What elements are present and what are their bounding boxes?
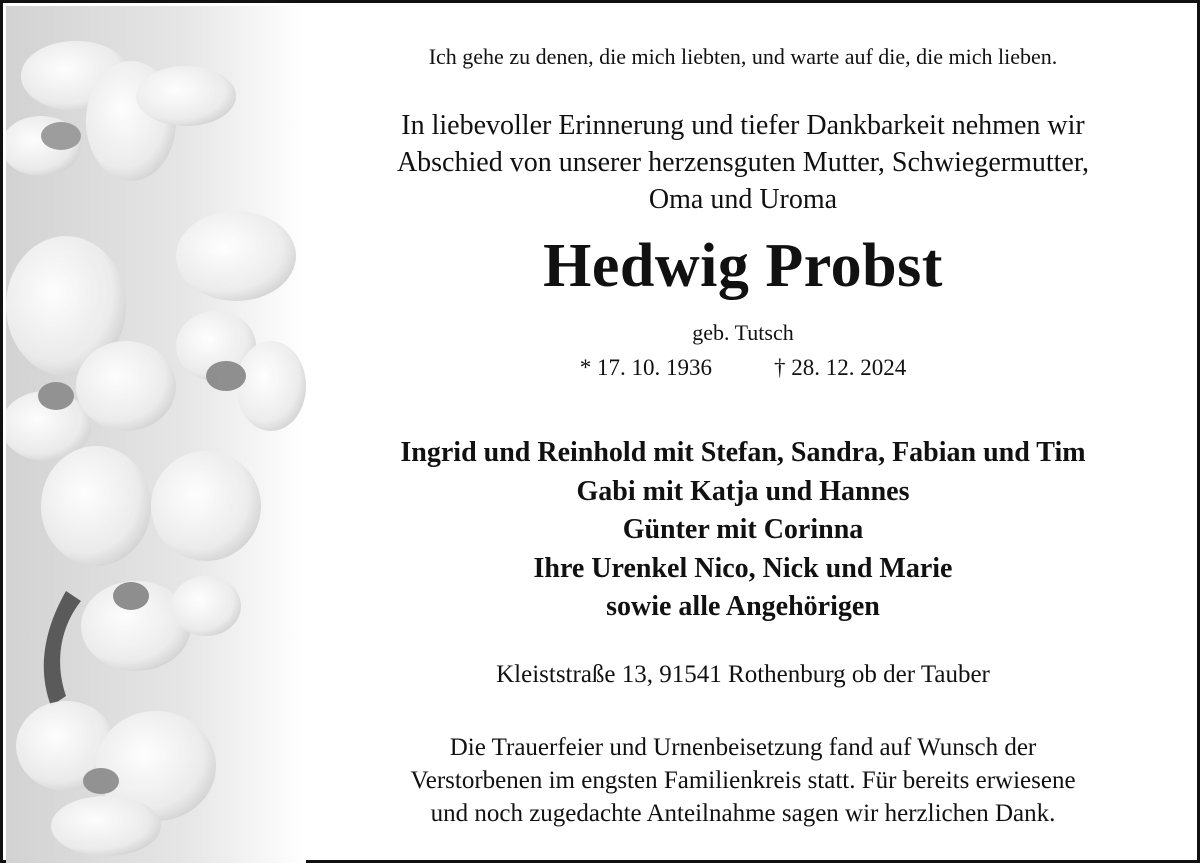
note-line: und noch zugedachte Anteilnahme sagen wir herzlichen Dank. bbox=[430, 800, 1056, 827]
mourner-line: Ingrid und Reinhold mit Stefan, Sandra, Fabian und Tim bbox=[400, 437, 1086, 468]
intro-line: In liebevoller Erinnerung und tiefer Dankbarkeit nehmen wir bbox=[401, 110, 1085, 141]
intro-line: Abschied von unserer herzensguten Mutter, Schwiegermutter, bbox=[396, 147, 1090, 178]
mourner-line: Ihre Urenkel Nico, Nick und Marie bbox=[533, 552, 953, 584]
note-line: Die Trauerfeier und Urnenbeisetzung fand auf Wunsch der bbox=[449, 734, 1037, 761]
motto-quote: Ich gehe zu denen, die mich liebten, und warte auf die, die mich lieben. bbox=[428, 44, 1058, 69]
orchid-flowers-image bbox=[6, 6, 306, 863]
note-line: Verstorbenen im engsten Familienkreis statt. Für bereits erwiesene bbox=[410, 767, 1076, 794]
death-date: † 28. 12. 2024 bbox=[774, 355, 907, 380]
notice-text bbox=[323, 3, 1163, 866]
mourners-list bbox=[323, 434, 1163, 627]
birth-date: * 17. 10. 1936 bbox=[579, 355, 712, 380]
mourner-line: Gabi mit Katja und Hannes bbox=[576, 475, 910, 507]
closing-note bbox=[323, 731, 1163, 830]
intro-line: Oma und Uroma bbox=[648, 184, 838, 215]
maiden-name: geb. Tutsch bbox=[692, 320, 794, 345]
mourner-line: Günter mit Corinna bbox=[622, 514, 864, 545]
address: Kleiststraße 13, 91541 Rothenburg ob der Tauber bbox=[496, 661, 990, 688]
intro-text bbox=[323, 107, 1163, 218]
life-dates bbox=[323, 355, 1163, 381]
deceased-name: Hedwig Probst bbox=[543, 232, 943, 300]
mourner-line: sowie alle Angehörigen bbox=[606, 591, 880, 622]
